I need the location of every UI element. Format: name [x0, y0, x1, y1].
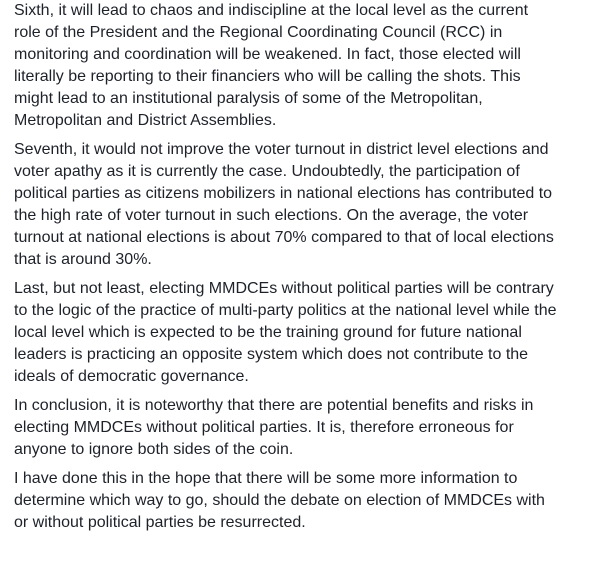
text-line: monitoring and coordination will be weakened. In fact, those elected will [14, 46, 521, 63]
text-line: Sixth, it will lead to chaos and indiscipline at the local level as the current [14, 2, 529, 19]
text-line: electing MMDCEs without political parties. It is, therefore erroneous for [14, 419, 514, 436]
text-line: role of the President and the Regional Coordinating Council (RCC) in [14, 24, 503, 41]
paragraph-last [14, 278, 608, 388]
paragraph-seventh [14, 139, 608, 271]
text-line: In conclusion, it is noteworthy that there are potential benefits and risks in [14, 397, 534, 414]
text-line: voter apathy as it is currently the case. Undoubtedly, the participation of [14, 163, 520, 180]
text-line: that is around 30%. [14, 251, 152, 268]
text-line: local level which is expected to be the training ground for future national [14, 324, 522, 341]
text-line: political parties as citizens mobilizers in national elections has contributed to [14, 185, 553, 202]
paragraph-closing [14, 468, 608, 534]
text-line: Metropolitan and District Assemblies. [14, 112, 277, 129]
text-line: determine which way to go, should the debate on election of MMDCEs with [14, 492, 545, 509]
text-line: turnout at national elections is about 70% compared to that of local elections [14, 229, 554, 246]
text-line: the high rate of voter turnout in such elections. On the average, the voter [14, 207, 529, 224]
text-line: leaders is practicing an opposite system which does not contribute to the [14, 346, 529, 363]
paragraph-sixth [14, 0, 608, 132]
text-line: I have done this in the hope that there will be some more information to [14, 470, 518, 487]
text-line: literally be reporting to their financiers who will be calling the shots. This [14, 68, 521, 85]
text-line: Last, but not least, electing MMDCEs without political parties will be contrary [14, 280, 554, 297]
text-line: to the logic of the practice of multi-party politics at the national level while the [14, 302, 557, 319]
text-line: might lead to an institutional paralysis of some of the Metropolitan, [14, 90, 483, 107]
text-line: or without political parties be resurrected. [14, 514, 306, 531]
text-line: anyone to ignore both sides of the coin. [14, 441, 294, 458]
text-line: Seventh, it would not improve the voter turnout in district level elections and [14, 141, 549, 158]
paragraph-conclusion [14, 395, 608, 461]
text-line: ideals of democratic governance. [14, 368, 249, 385]
